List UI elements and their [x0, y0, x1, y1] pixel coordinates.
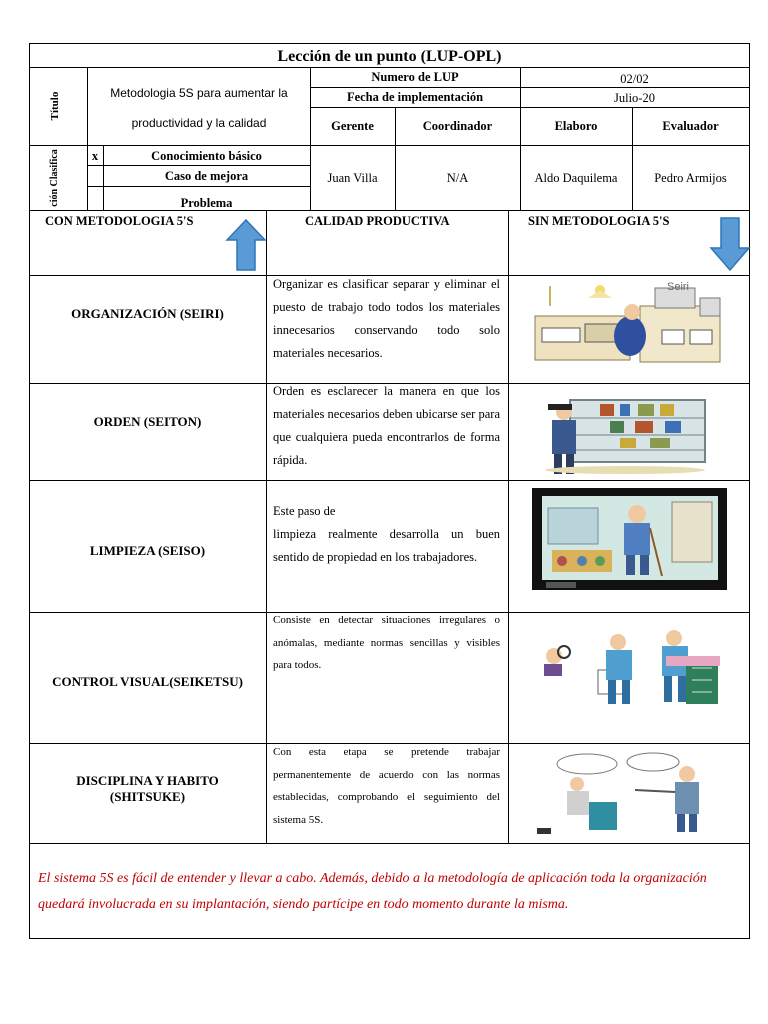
lup-subject: [88, 78, 310, 138]
name-evaluador: Pedro Armijos: [654, 171, 727, 185]
row-name-seiketsu: CONTROL VISUAL(SEIKETSU): [52, 674, 243, 689]
row-name-seiri: ORGANIZACIÓN (SEIRI): [71, 306, 224, 321]
lup-subject-line1: Metodologia 5S para aumentar la: [110, 86, 288, 100]
row-name-shitsuke-line2: (SHITSUKE): [109, 789, 186, 804]
role-evaluador: Evaluador: [662, 119, 719, 133]
fecha-value: Julio-20: [614, 91, 655, 105]
seiketsu-illustration: [536, 624, 721, 710]
row-name-seiso: LIMPIEZA (SEISO): [89, 543, 206, 558]
column-header-calidad: CALIDAD PRODUCTIVA: [305, 214, 450, 228]
name-elaboro: Aldo Daquilema: [534, 171, 618, 185]
row-text-seiton: Orden es esclarecer la manera en que los materiales necesarios deben ubicarse ser para que cualquiera pueda encontrarlos de forma rápida.: [273, 384, 500, 467]
name-gerente: Juan Villa: [327, 171, 378, 185]
column-header-con: CON METODOLOGIA 5'S: [45, 214, 194, 228]
row-text-seiso-line1: Este paso de: [273, 504, 336, 518]
row-text-seiri: Organizar es clasificar separar y eliminar el puesto de trabajo todo todos los materiales innecesarios conservando todo solo materiales necesarios.: [273, 277, 500, 360]
role-elaboro: Elaboro: [554, 119, 598, 133]
arrow-up-icon: [225, 218, 267, 272]
row-text-shitsuke: Con esta etapa se pretende trabajar permanentemente de acuerdo con las normas establecidas, comprobando el seguimiento del sistema 5S.: [273, 746, 500, 826]
arrow-down-icon: [709, 216, 751, 272]
row-name-seiton: ORDEN (SEITON): [93, 414, 202, 429]
column-header-sin: SIN METODOLOGIA 5'S: [528, 214, 670, 228]
lup-subject-line2: productividad y la calidad: [131, 116, 267, 130]
seiri-label: Seiri: [667, 281, 690, 293]
titulo-label: Título: [49, 91, 61, 121]
category-caso-mejora: Caso de mejora: [164, 169, 249, 183]
page-title: Lección de un punto (LUP-OPL): [277, 48, 502, 65]
row-name-shitsuke: [29, 773, 266, 805]
fecha-label: Fecha de implementación: [346, 90, 484, 104]
name-coordinador: N/A: [446, 171, 469, 185]
clasificacion-label: ción Clasifica: [49, 149, 60, 207]
seiri-illustration: [530, 278, 730, 378]
role-coordinador: Coordinador: [422, 119, 493, 133]
role-gerente: Gerente: [331, 119, 374, 133]
seiso-illustration: [532, 488, 727, 590]
shitsuke-illustration: [535, 750, 725, 836]
row-text-seiso: limpieza realmente desarrolla un buen sentido de propiedad en los trabajadores.: [273, 527, 500, 564]
category-conocimiento: Conocimiento básico: [151, 149, 262, 163]
numero-label: Numero de LUP: [371, 70, 459, 84]
category-problema: Problema: [180, 196, 233, 210]
conclusion-text: El sistema 5S es fácil de entender y llevar a cabo. Además, debido a la metodología de aplicación toda la organización quedará involucrada en su implantación, siendo partícipe en todo momento durante la misma.: [38, 871, 707, 912]
row-name-shitsuke-line1: DISCIPLINA Y HABITO: [76, 773, 219, 788]
check-mark: x: [91, 149, 99, 163]
row-text-seiketsu: Consiste en detectar situaciones irregulares o anómalas, mediante normas sencillas y visibles para todos.: [273, 614, 500, 671]
numero-value: 02/02: [620, 72, 649, 86]
seiton-illustration: [540, 390, 710, 478]
